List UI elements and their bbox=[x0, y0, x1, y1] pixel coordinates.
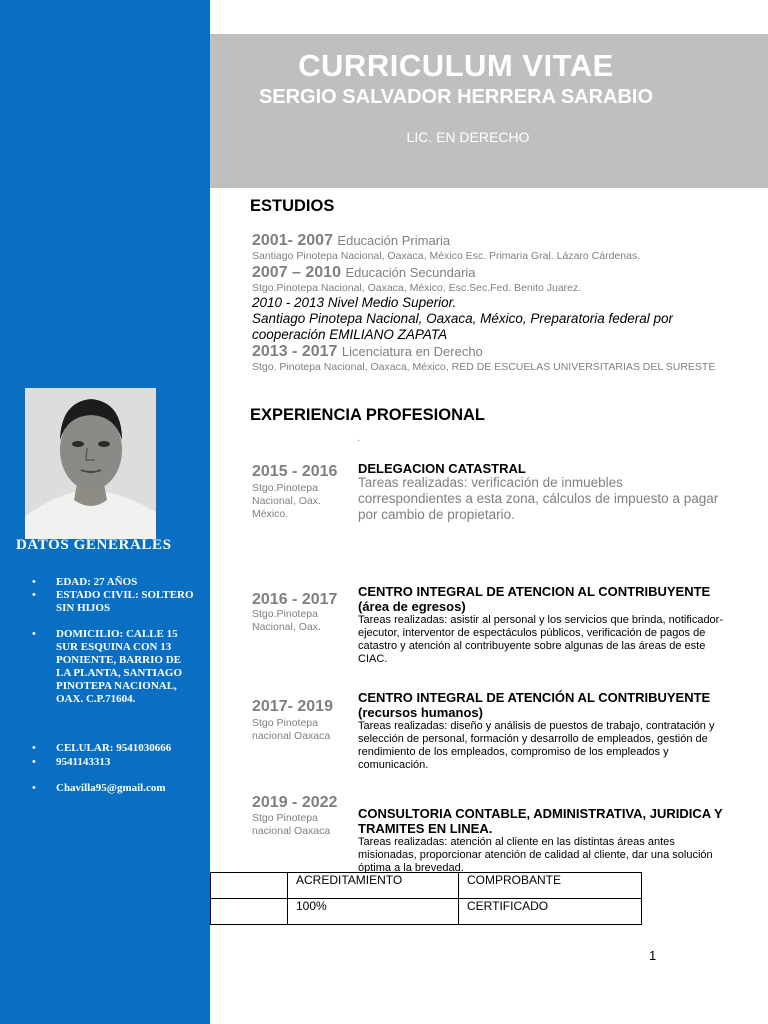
table-cell: COMPROBANTE bbox=[459, 873, 642, 899]
exp-title: CONSULTORIA CONTABLE, ADMINISTRATIVA, JURIDICA Y TRAMITES EN LINEA. bbox=[358, 806, 723, 836]
edu-label: Licenciatura en Derecho bbox=[341, 344, 483, 359]
table-cell: ACREDITAMIENTO bbox=[288, 873, 459, 899]
edu-detail: Santiago Pinotepa Nacional, Oaxaca, México, Preparatoria federal por cooperación EMILIANO ZAPATA bbox=[252, 311, 673, 342]
exp-title: CENTRO INTEGRAL DE ATENCIÓN AL CONTRIBUYENTE (recursos humanos) bbox=[358, 690, 711, 720]
edu-item-secundaria bbox=[252, 264, 722, 294]
exp-location: Stgo Pinotepa nacional Oaxaca bbox=[252, 717, 331, 742]
table-cell bbox=[211, 899, 288, 925]
list-item-celular: • CELULAR: 9541030666 bbox=[56, 742, 196, 755]
table-row bbox=[211, 899, 642, 925]
edu-years: 2013 - 2017 bbox=[252, 343, 338, 360]
person-name: SERGIO SALVADOR HERRERA SARABIO bbox=[258, 86, 654, 108]
exp-years: 2017- 2019 bbox=[252, 698, 333, 715]
stray-dot: . bbox=[357, 433, 360, 444]
exp-description: Tareas realizadas: atención al cliente en las distintas áreas antes misionadas, proporcionar atención de calidad al cliente, dar una solución óptima a la brevedad. bbox=[358, 836, 713, 872]
table-cell bbox=[211, 873, 288, 899]
exp-title: DELEGACION CATASTRAL bbox=[358, 461, 526, 476]
table-cell: CERTIFICADO bbox=[459, 899, 642, 925]
accreditation-table bbox=[210, 872, 642, 925]
edu-item-primaria bbox=[252, 232, 722, 262]
degree-label: LIC. EN DERECHO bbox=[406, 129, 530, 145]
exp-years: 2016 - 2017 bbox=[252, 591, 338, 608]
exp-years: 2015 - 2016 bbox=[252, 463, 338, 480]
exp-location: Stgo.Pinotepa Nacional, Oax. México. bbox=[252, 482, 321, 520]
edu-item-medio-superior bbox=[252, 295, 722, 343]
exp-years: 2019 - 2022 bbox=[252, 794, 338, 811]
list-item-domicilio: • DOMICILIO: CALLE 15 SUR ESQUINA CON 13 PONIENTE, BARRIO DE LA PLANTA, SANTIAGO PINOTEPA NACIONAL, OAX. C.P.71604. bbox=[56, 628, 196, 706]
edu-years: 2001- 2007 bbox=[252, 232, 333, 249]
exp-description: Tareas realizadas: diseño y análisis de puestos de trabajo, contratación y selección de personal, formación y desarrollo de empleados, gestión de rendimiento de los empleados, compromiso de los empleados y comunicación. bbox=[358, 720, 715, 771]
edu-years: 2007 – 2010 bbox=[252, 264, 341, 281]
estudios-heading: ESTUDIOS bbox=[250, 197, 335, 215]
edu-detail: Stgo. Pinotepa Nacional, Oaxaca, México, RED DE ESCUELAS UNIVERSITARIAS DEL SURESTE bbox=[252, 361, 716, 373]
edu-label: Educación Primaria bbox=[337, 233, 451, 248]
datos-generales-heading: DATOS GENERALES bbox=[16, 537, 172, 553]
cv-title: CURRICULUM VITAE bbox=[298, 48, 614, 83]
list-item-edad: • EDAD: 27 AÑOS bbox=[56, 576, 196, 589]
table-cell: 100% bbox=[288, 899, 459, 925]
edu-line: 2010 - 2013 Nivel Medio Superior. bbox=[252, 295, 457, 310]
edu-detail: Stgo.Pinotepa Nacional, Oaxaca, México, Esc.Sec.Fed. Benito Juarez. bbox=[252, 282, 582, 294]
list-item-estado-civil: • ESTADO CIVIL: SOLTERO SIN HIJOS bbox=[56, 589, 196, 615]
edu-item-licenciatura bbox=[252, 343, 722, 373]
edu-label: Educación Secundaria bbox=[345, 265, 476, 280]
exp-description: Tareas realizadas: verificación de inmuebles correspondientes a esta zona, cálculos de impuesto a pagar por cambio de propietario. bbox=[358, 475, 719, 522]
exp-location: Stgo.Pinotepa Nacional, Oax. bbox=[252, 608, 321, 633]
list-item-email[interactable]: • Chavilla95@gmail.com bbox=[56, 782, 196, 795]
exp-description: Tareas realizadas: asistir al personal y los servicios que brinda, notificador-ejecutor, interventor de espectáculos públicos, verificación de pagos de catastro y atención al contribuyente sobre algunas de las áreas de este CIAC. bbox=[358, 614, 724, 665]
exp-title: CENTRO INTEGRAL DE ATENCION AL CONTRIBUYENTE (área de egresos) bbox=[358, 584, 711, 614]
page-number: 1 bbox=[649, 948, 657, 963]
exp-location: Stgo Pinotepa nacional Oaxaca bbox=[252, 812, 331, 837]
experiencia-heading: EXPERIENCIA PROFESIONAL bbox=[250, 406, 486, 424]
profile-photo bbox=[25, 388, 156, 539]
edu-detail: Santiago Pinotepa Nacional, Oaxaca, México Esc. Primaria Gral. Lázaro Cárdenas. bbox=[252, 250, 641, 262]
list-item-celular-2: • 9541143313 bbox=[56, 756, 196, 769]
table-row bbox=[211, 873, 642, 899]
